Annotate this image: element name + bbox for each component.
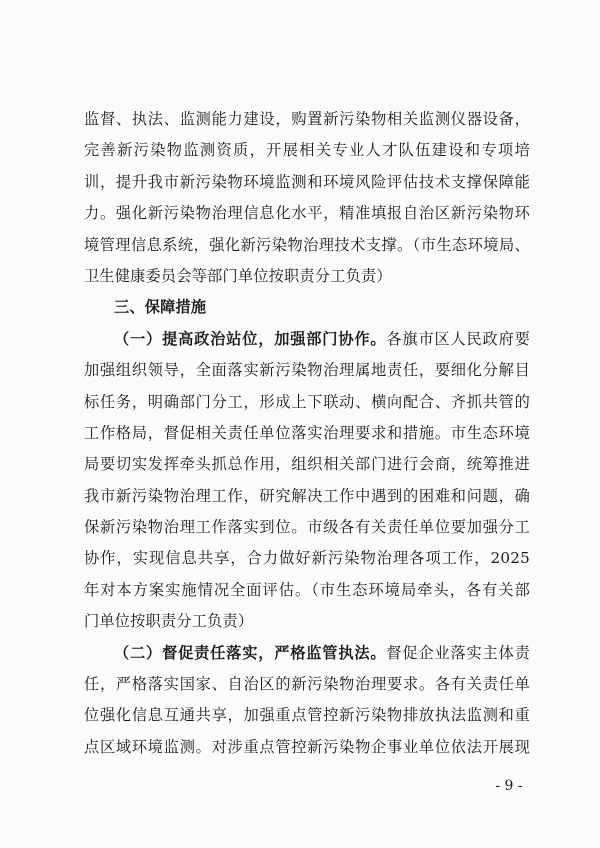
paragraph-line: 监督、执法、监测能力建设，购置新污染物相关监测仪器设备，: [84, 110, 530, 128]
paragraph-line: 标任务，明确部门分工，形成上下联动、横向配合、齐抓共管的: [84, 392, 530, 411]
paragraph-line: 工作格局，督促相关责任单位落实治理要求和措施。市生态环境: [84, 423, 530, 442]
page-number: - 9 -: [495, 778, 523, 794]
paragraph-line: 位强化信息互通共享，加强重点管控新污染物排放执法监测和重: [84, 706, 530, 725]
paragraph-line: 年对本方案实施情况全面评估。（市生态环境局牵头，各有关部: [84, 580, 530, 599]
paragraph-first-rest: 督促企业落实主体责: [386, 643, 530, 662]
paragraph-line: 任，严格落实国家、自治区的新污染物治理要求。各有关责任单: [84, 675, 530, 694]
paragraph-line: 局要切实发挥牵头抓总作用，组织相关部门进行会商，统筹推进: [84, 455, 530, 474]
paragraph-lead: （二）督促责任落实，严格监管执法。: [114, 643, 387, 662]
paragraph-line: 保新污染物治理工作落实到位。市级各有关责任单位要加强分工: [84, 518, 530, 537]
paragraph-line: 卫生健康委员会等部门单位按职责分工负责）: [84, 266, 392, 285]
paragraph-lead: （一）提高政治站位，加强部门协作。: [114, 329, 387, 348]
paragraph-line: 我市新污染物治理工作，研究解决工作中遇到的困难和问题，确: [84, 486, 530, 505]
document-body: [84, 104, 530, 763]
paragraph-line: 点区域环境监测。对涉重点管控新污染物企事业单位依法开展现: [84, 737, 530, 756]
paragraph-first-line: [84, 324, 530, 355]
paragraph-line: 加强组织领导，全面落实新污染物治理属地责任，要细化分解目: [84, 361, 530, 380]
paragraph-line: 力。强化新污染物治理信息化水平，精准填报自治区新污染物环: [84, 204, 530, 223]
paragraph-line: 境管理信息系统，强化新污染物治理技术支撑。（市生态环境局、: [84, 235, 530, 254]
paragraph-first-line: [84, 638, 530, 669]
paragraph-line: 门单位按职责分工负责）: [84, 612, 254, 631]
paragraph-first-rest: 各旗市区人民政府要: [386, 329, 530, 348]
paragraph-line: 训，提升我市新污染物环境监测和环境风险评估技术支撑保障能: [84, 172, 530, 191]
paragraph-line: 完善新污染物监测资质，开展相关专业人才队伍建设和专项培: [84, 141, 530, 160]
paragraph-line: 协作，实现信息共享，合力做好新污染物治理各项工作，2025: [84, 549, 530, 568]
section-heading: 三、保障措施: [114, 298, 207, 317]
